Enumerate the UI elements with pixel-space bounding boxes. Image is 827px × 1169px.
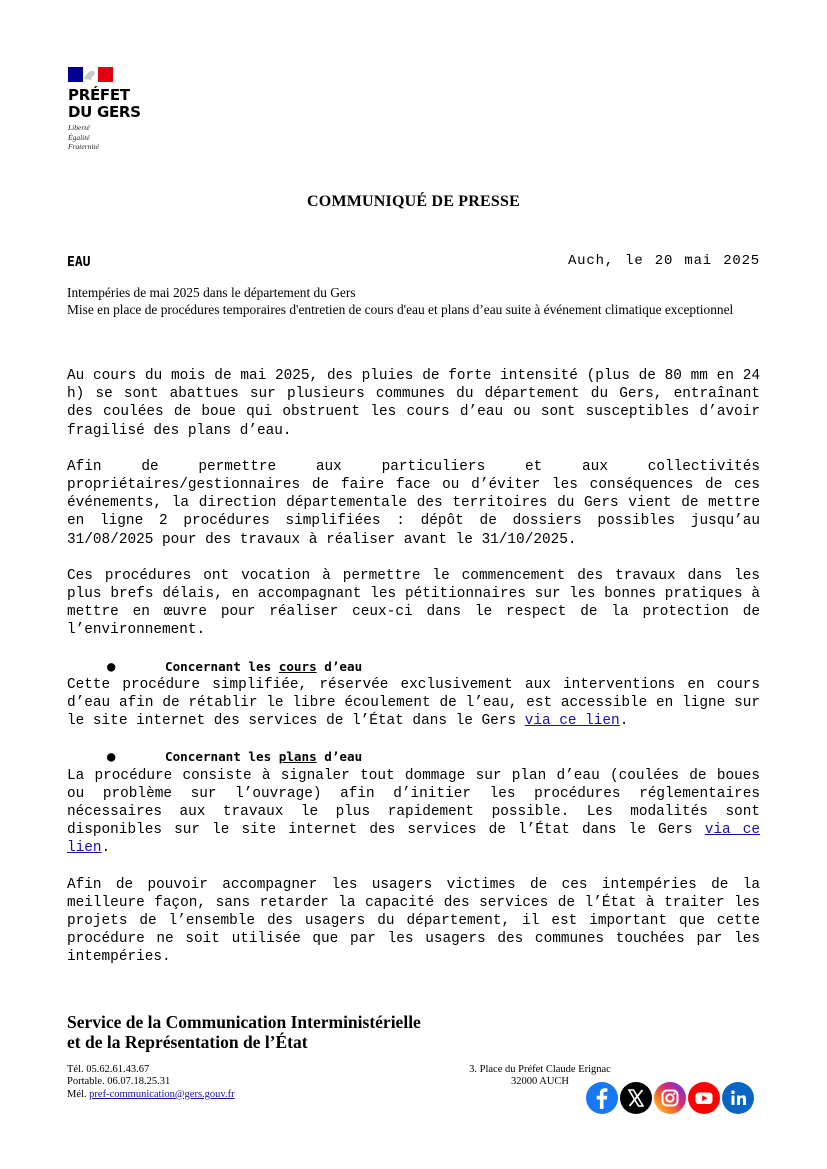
place-date: Auch, le 20 mai 2025 bbox=[567, 253, 760, 269]
cours-deau-link[interactable]: via ce lien bbox=[524, 713, 620, 730]
service-line-1: Service de la Communication Interministérielle bbox=[67, 1012, 421, 1032]
paragraph-1: Au cours du mois de mai 2025, des pluies de forte intensité (plus de 80 mm en 24 h) se sont abattues sur plusieurs communes du département du Gers, entraînant des coulées de boue qui obstruent les cours d’eau ou sont susceptibles d’avoir fragilisé des plans d’eau. bbox=[67, 368, 760, 439]
plans-deau-link[interactable]: via ce lien bbox=[67, 822, 760, 857]
mail-link[interactable]: pref-communication@gers.gouv.fr bbox=[89, 1088, 235, 1100]
bullet-text-plans-deau bbox=[67, 767, 760, 858]
bullet-dot-icon: ● bbox=[107, 749, 116, 766]
bullet1-head-post: d’eau bbox=[316, 658, 363, 674]
subject-line-1: Intempéries de mai 2025 dans le département du Gers bbox=[67, 285, 356, 300]
bullet1-text: Cette procédure simplifiée, réservée exclusivement aux interventions en cours d’eau afin de rétablir le libre écoulement de l’eau, est accessible en ligne sur le site internet des services de l’État dans le Gers bbox=[67, 676, 760, 730]
bullet2-head-pre: Concernant les bbox=[165, 749, 279, 765]
paragraph-4: Afin de pouvoir accompagner les usagers victimes de ces intempéries de la meilleure façon, sans retarder la capacité des services de l’État à traiter les projets de l’ensemble des usagers du département, il est important que cette procédure ne soit utilisée que par les usagers des communes touchées par les intempéries. bbox=[67, 876, 760, 966]
subject-line-2: Mise en place de procédures temporaires d'entretien de cours d'eau et plans d’eau suite à événement climatique exceptionnel bbox=[67, 302, 734, 317]
instagram-icon[interactable] bbox=[654, 1082, 686, 1114]
bullet2-end: . bbox=[101, 840, 111, 857]
logo-title-line1: PRÉFET bbox=[68, 86, 130, 104]
logo-title-line2: DU GERS bbox=[68, 103, 141, 121]
footer-service-title bbox=[67, 1012, 421, 1052]
mail-label: Mél. bbox=[67, 1088, 90, 1100]
topic-label: EAU bbox=[67, 255, 91, 270]
logo-title bbox=[68, 87, 178, 121]
bullet1-head-pre: Concernant les bbox=[165, 658, 279, 674]
bullet-heading-cours-deau bbox=[107, 658, 760, 676]
prefecture-logo bbox=[68, 67, 178, 152]
footer-portable: Portable. 06.07.18.25.31 bbox=[67, 1076, 171, 1088]
paragraph-2: Afin de permettre aux particuliers et aux collectivités propriétaires/gestionnaires de faire face ou d’éviter les conséquences de ces événements, la direction départementale des territoires du Gers vient de mettre en ligne 2 procédures simplifiées : dépôt de dossiers possibles jusqu’au 31/08/2025 pour des travaux à réaliser avant le 31/10/2025. bbox=[67, 458, 760, 548]
footer-tel: Tél. 05.62.61.43.67 bbox=[67, 1064, 150, 1075]
bullet1-end: . bbox=[619, 713, 629, 730]
subject-block bbox=[67, 284, 761, 318]
address-line-1: 3. Place du Préfet Claude Erignac bbox=[469, 1064, 611, 1075]
bullet-dot-icon: ● bbox=[107, 658, 116, 675]
facebook-icon[interactable] bbox=[586, 1082, 618, 1114]
paragraph-3: Ces procédures ont vocation à permettre le commencement des travaux dans les plus brefs délais, en accompagnant les pétitionnaires sur les bonnes pratiques à mettre en œuvre pour réaliser ceux-ci dans le respect de la protection de l’environnement. bbox=[67, 567, 760, 639]
republic-motto bbox=[68, 123, 178, 152]
motto-egalite: Égalité bbox=[68, 132, 90, 142]
bullet2-head-underlined: plans bbox=[278, 749, 317, 765]
linkedin-icon[interactable] bbox=[722, 1082, 754, 1114]
motto-fraternite: Fraternité bbox=[68, 142, 99, 151]
x-twitter-icon[interactable] bbox=[620, 1082, 652, 1114]
press-release-body bbox=[67, 367, 760, 985]
footer-contacts bbox=[67, 1064, 235, 1101]
bullet2-head-post: d’eau bbox=[316, 749, 363, 765]
bullet2-text: La procédure consiste à signaler tout dommage sur plan d’eau (coulées de boues ou problème sur l’ouvrage) afin d’initier les procédures réglementaires nécessaires aux travaux le plus rapidement possible. Les modalités sont disponibles sur le site internet des services de l’État dans le Gers bbox=[67, 767, 760, 839]
document-title: COMMUNIQUÉ DE PRESSE bbox=[307, 193, 520, 210]
youtube-icon[interactable] bbox=[688, 1082, 720, 1114]
bullet-text-cours-deau bbox=[67, 676, 760, 731]
marianne-flag-icon bbox=[68, 67, 113, 82]
bullet-heading-plans-deau bbox=[107, 748, 760, 766]
bullet1-head-underlined: cours bbox=[278, 658, 317, 674]
motto-liberte: Liberté bbox=[68, 123, 90, 132]
service-line-2: et de la Représentation de l’État bbox=[67, 1032, 308, 1052]
address-line-2: 32000 AUCH bbox=[510, 1076, 570, 1088]
social-links bbox=[586, 1082, 754, 1114]
footer-mail-row bbox=[67, 1089, 235, 1101]
